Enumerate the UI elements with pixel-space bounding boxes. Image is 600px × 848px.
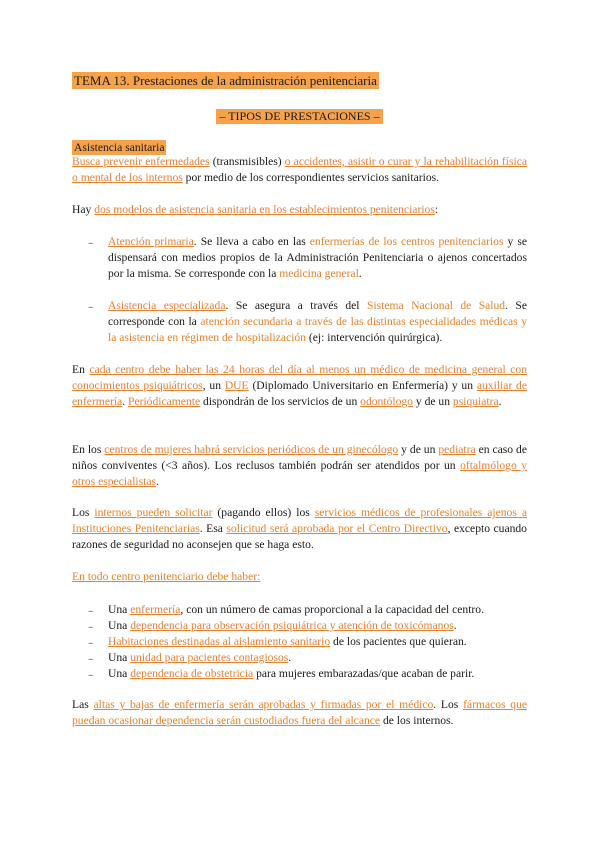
link-text: unidad para pacientes contagiosos: [130, 651, 289, 664]
list-item: [72, 618, 527, 634]
link-text: DUE: [224, 379, 249, 392]
text: Una: [108, 651, 131, 664]
link-text: dependencia de obstetricia: [130, 667, 254, 680]
link-text: Atención primaria: [108, 235, 194, 248]
text: en caso de niños conviventes (<3 años). Los reclusos también podrán ser atendidos por un: [72, 443, 527, 472]
paragraph-intro: [72, 154, 527, 186]
text: . Los: [433, 698, 464, 711]
text: .: [498, 395, 502, 408]
text: .: [358, 267, 362, 280]
highlight-text: Sistema Nacional de Salud: [366, 299, 506, 312]
paragraph-staff: [72, 362, 527, 410]
link-text: auxiliar de enfermería: [72, 379, 528, 408]
text: por medio de los correspondientes servicios sanitarios.: [182, 171, 440, 184]
link-text: enfermería: [130, 603, 181, 616]
link-text: odontólogo: [360, 395, 413, 408]
text: . Se corresponde con la: [108, 299, 528, 328]
highlight-text: enfermerías de los centros penitenciarios: [309, 235, 504, 248]
text: . Esa: [199, 522, 227, 535]
link-text: Periódicamente: [128, 395, 201, 408]
models-list: [72, 234, 527, 282]
text: (transmisibles): [209, 155, 285, 168]
link-text: oftalmólogo y otros especialistas: [72, 459, 527, 488]
paragraph-discharges: [72, 697, 527, 729]
link-text: fármacos que puedan ocasionar dependencia serán custodiados fuera del alcance: [72, 698, 528, 727]
link-text: solicitud será aprobada por el Centro Directivo: [226, 522, 448, 535]
list-item: [72, 634, 527, 650]
text: :: [434, 203, 439, 216]
text: para mujeres embarazadas/que acaban de parir.: [253, 667, 475, 680]
list-item: [72, 650, 527, 666]
text: Una: [108, 603, 131, 616]
link-text: Busca prevenir enfermedades: [72, 155, 210, 168]
section-subtitle: – TIPOS DE PRESTACIONES –: [216, 109, 382, 124]
requirements-list: [72, 602, 527, 682]
text: .: [156, 475, 159, 488]
text: Una: [108, 667, 131, 680]
text: Los: [72, 506, 95, 519]
text: (Diplomado Universitario en Enfermería) y un: [248, 379, 477, 392]
link-text: dependencia para observación psiquiátrica y atención de toxicómanos: [130, 619, 454, 632]
highlight-text: medicina general: [279, 267, 359, 280]
text: . Se asegura a través del: [225, 299, 367, 312]
link-text: altas y bajas de enfermería serán aprobadas y firmadas por el médico: [93, 698, 434, 711]
list-item: [72, 234, 527, 282]
text: Hay: [72, 203, 95, 216]
list-item: [72, 298, 527, 346]
text: .: [453, 619, 457, 632]
text: . Se lleva a cabo en las: [193, 235, 310, 248]
title-block: [72, 72, 527, 90]
text: .: [288, 651, 292, 664]
highlight-text: atención secundaria a través de las distintas especialidades médicas y la asistencia en régimen de hospitalización: [108, 315, 527, 344]
page-title: TEMA 13. Prestaciones de la administración penitenciaria: [74, 73, 377, 88]
subtitle-block: [72, 107, 527, 125]
list-item: [72, 602, 527, 618]
link-text: servicios médicos de profesionales ajenos a Instituciones Penitenciarias: [72, 506, 527, 535]
list-item: [72, 666, 527, 682]
text: , un: [202, 379, 225, 392]
text: En los: [72, 443, 105, 456]
text: y de un: [412, 395, 453, 408]
text: dispondrán de los servicios de un: [200, 395, 361, 408]
link-text: o accidentes, asistir o curar y la rehabilitación física o mental de los internos: [72, 155, 527, 184]
link-text: cada centro debe haber las 24 horas del día al menos un médico de medicina general con conocimientos psiquiátricos: [72, 363, 527, 392]
text: En: [72, 363, 90, 376]
link-text: pediatra: [438, 443, 476, 456]
text: Las: [72, 698, 94, 711]
text: .: [122, 395, 128, 408]
paragraph-requirements: [72, 569, 527, 585]
text: y de un: [398, 443, 439, 456]
paragraph-women-centers: [72, 442, 527, 490]
text: , excepto cuando razones de seguridad no aconsejen que se haga esto.: [72, 522, 527, 551]
link-text: Asistencia especializada: [108, 299, 226, 312]
models-list-2: [72, 298, 527, 346]
link-text: internos pueden solicitar: [94, 506, 213, 519]
paragraph-external-services: [72, 505, 527, 553]
link-text: Habitaciones destinadas al aislamiento sanitario: [108, 635, 331, 648]
text: (pagando ellos) los: [212, 506, 315, 519]
paragraph-models: [72, 202, 527, 218]
text: , con un número de camas proporcional a la capacidad del centro.: [180, 603, 484, 616]
text: (ej: intervención quirúrgica).: [305, 331, 443, 344]
link-text: psiquiatra: [452, 395, 499, 408]
link-text: En todo centro penitenciario debe haber:: [72, 570, 261, 583]
link-text: dos modelos de asistencia sanitaria en los establecimientos penitenciarios: [94, 203, 435, 216]
text: y se dispensará con medios propios de la Administración Penitenciaria o ajenos concertados por la misma. Se corresponde con la: [108, 235, 527, 280]
text: Una: [108, 619, 131, 632]
link-text: centros de mujeres habrá servicios periódicos de un ginecólogo: [104, 443, 399, 456]
text: de los pacientes que quieran.: [330, 635, 467, 648]
text: de los internos.: [380, 714, 454, 727]
section-heading: Asistencia sanitaria: [74, 141, 165, 154]
